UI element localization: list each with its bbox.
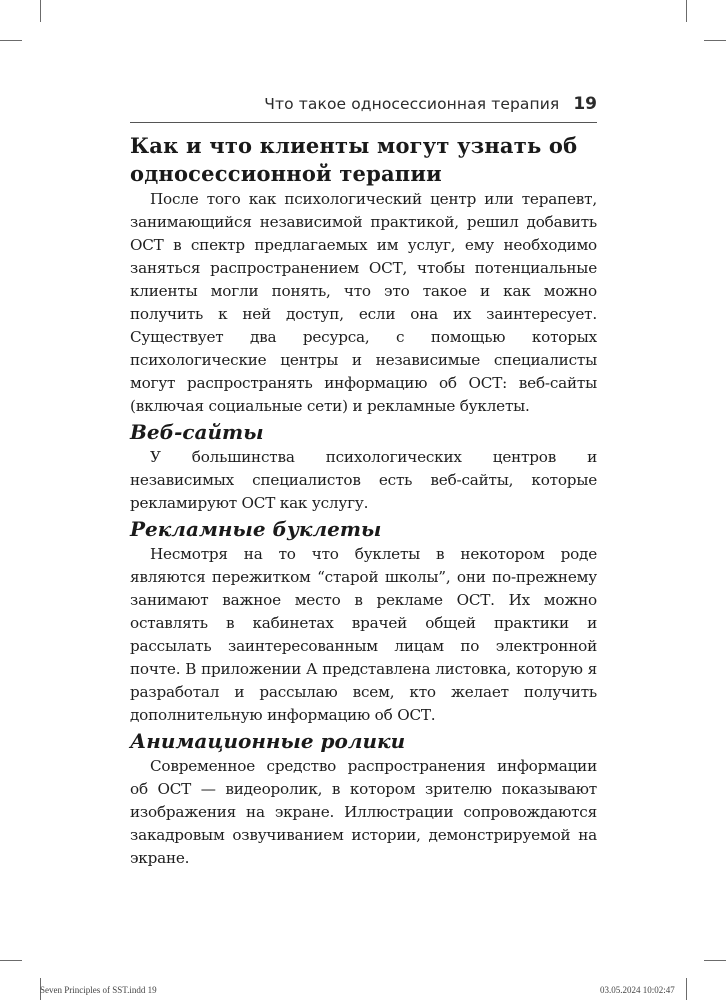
subheading-websites: Веб-сайты	[130, 420, 264, 444]
websites-paragraph: У большинства психологических центров и независимых специалистов есть веб-сайты, которые рекламируют ОСТ как услугу.	[130, 448, 597, 512]
running-head	[130, 94, 597, 114]
animations-paragraph: Современное средство распространения информации об ОСТ — видеоролик, в котором зрителю показывают изображения на экране. Иллюстрации сопровождаются закадровым озвучиванием истории, демонстрируемой на экране.	[130, 757, 597, 867]
running-head-title: Что такое односессионная терапия	[264, 95, 560, 113]
crop-mark	[704, 960, 726, 961]
crop-mark	[704, 40, 726, 41]
slug-file: Seven Principles of SST.indd 19	[40, 985, 157, 995]
crop-mark	[686, 978, 687, 1000]
slug-timestamp: 03.05.2024 10:02:47	[600, 985, 675, 995]
crop-mark	[686, 0, 687, 22]
intro-paragraph: После того как психологический центр или терапевт, занимающийся независимой практикой, решил добавить ОСТ в спектр предлагаемых им услуг, ему необходимо заняться распространением ОСТ, чтобы потенциальные клиенты могли понять, что это такое и как можно получить к ней доступ, если она их заинтересует. Существует два ресурса, с помощью которых психологические центры и независимые специалисты могут распространять информацию об ОСТ: веб-сайты (включая социальные сети) и рекламные буклеты.	[130, 190, 597, 415]
subheading-brochures: Рекламные буклеты	[130, 517, 382, 541]
section-heading: Как и что клиенты могут узнать об односессионной терапии	[130, 133, 578, 186]
crop-mark	[0, 960, 22, 961]
brochures-paragraph: Несмотря на то что буклеты в некотором роде являются пережитком “старой школы”, они по-прежнему занимают важное место в рекламе ОСТ. Их можно оставлять в кабинетах врачей общей практики и рассылать заинтересованным лицам по электронной почте. В приложении А представлена листовка, которую я разработал и рассылаю всем, кто желает получить дополнительную информацию об ОСТ.	[130, 545, 597, 724]
page-body	[130, 132, 597, 870]
crop-mark	[40, 0, 41, 22]
header-rule	[130, 122, 597, 123]
page-number: 19	[573, 94, 597, 114]
crop-mark	[0, 40, 22, 41]
subheading-animations: Анимационные ролики	[130, 729, 406, 753]
